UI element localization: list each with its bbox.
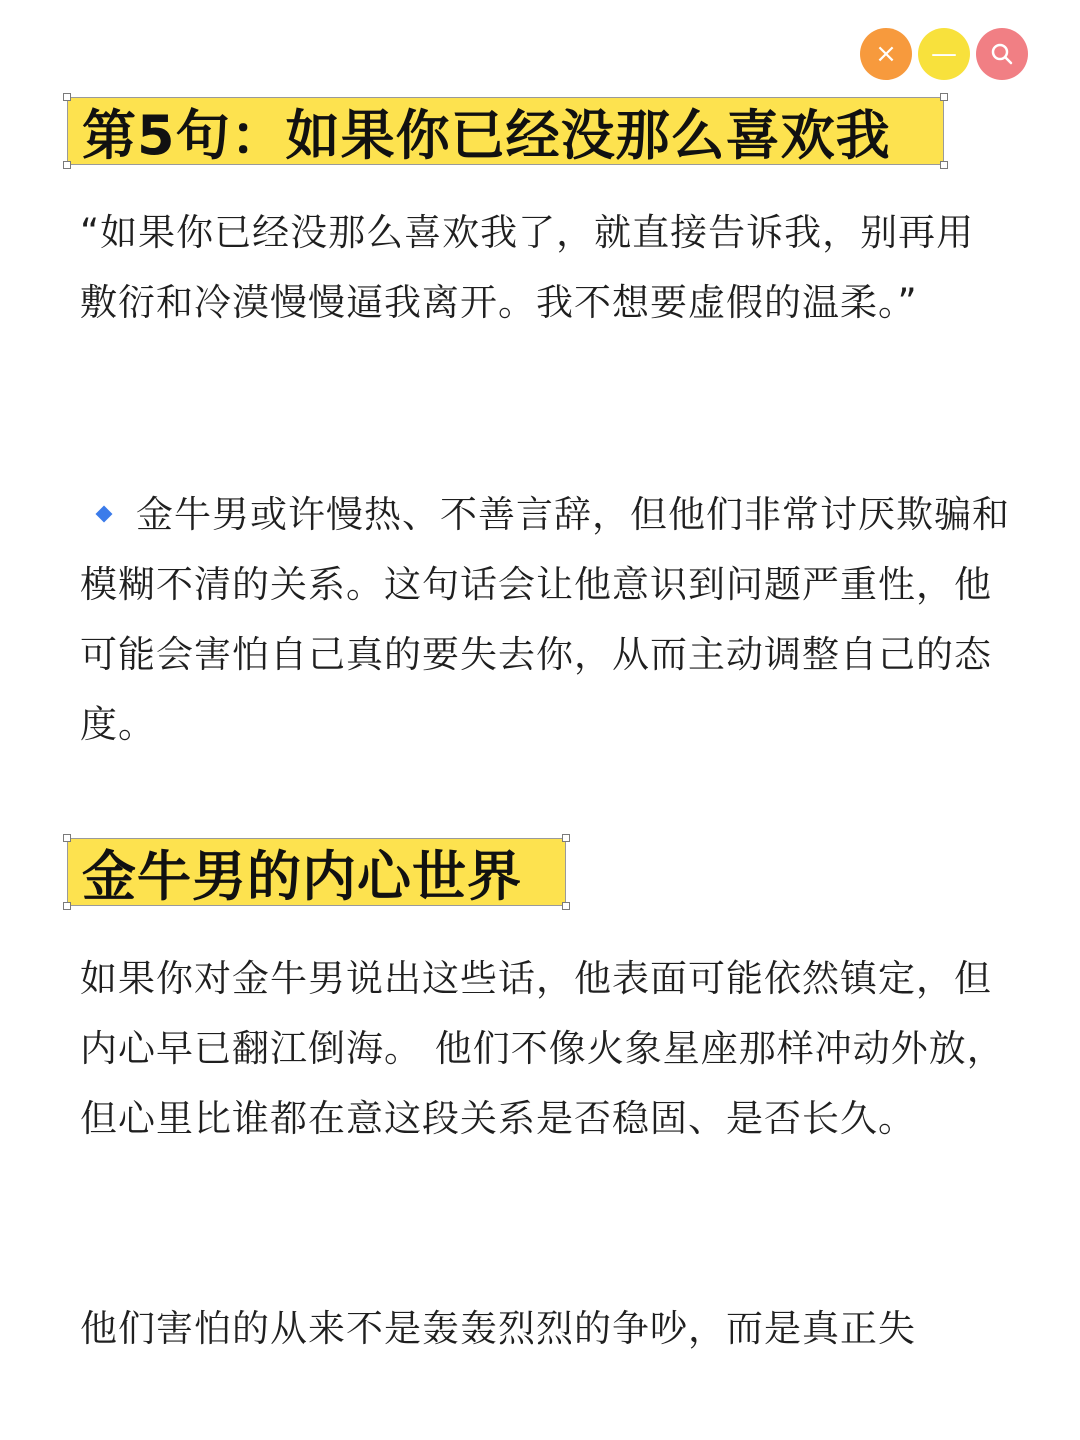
close-button[interactable] (860, 28, 912, 80)
search-button[interactable] (976, 28, 1028, 80)
resize-handle-top-right[interactable] (562, 834, 570, 842)
resize-handle-top-left[interactable] (63, 93, 71, 101)
search-icon (989, 41, 1015, 67)
inner-world-paragraph-2: 他们害怕的从来不是轰轰烈烈的争吵，而是真正失 (80, 1307, 916, 1350)
close-icon: × (875, 39, 897, 69)
quote-paragraph: “如果你已经没那么喜欢我了，就直接告诉我，别再用敷衍和冷漠慢慢逼我离开。我不想要虚假的温柔。” (80, 211, 975, 324)
analysis-paragraph (80, 480, 1010, 760)
resize-handle-top-left[interactable] (63, 834, 71, 842)
window-controls (860, 28, 1028, 80)
minimize-button[interactable] (918, 28, 970, 80)
analysis-text: 金牛男或许慢热、不善言辞，但他们非常讨厌欺骗和模糊不清的关系。这句话会让他意识到问题严重性，他可能会害怕自己真的要失去你，从而主动调整自己的态度。 (80, 493, 1010, 746)
section-heading-1: 第5句：如果你已经没那么喜欢我 (82, 103, 891, 167)
minimize-icon: — (931, 39, 957, 69)
section-heading-box-2[interactable] (67, 838, 566, 906)
diamond-bullet-icon (96, 505, 113, 522)
resize-handle-bottom-right[interactable] (562, 902, 570, 910)
inner-world-paragraph-1: 如果你对金牛男说出这些话，他表面可能依然镇定，但内心早已翻江倒海。 他们不像火象星座那样冲动外放，但心里比谁都在意这段关系是否稳固、是否长久。 (80, 957, 1005, 1140)
resize-handle-top-right[interactable] (940, 93, 948, 101)
resize-handle-bottom-left[interactable] (63, 902, 71, 910)
section-heading-2: 金牛男的内心世界 (82, 844, 522, 908)
resize-handle-bottom-left[interactable] (63, 161, 71, 169)
resize-handle-bottom-right[interactable] (940, 161, 948, 169)
section-heading-box-1[interactable] (67, 97, 944, 165)
